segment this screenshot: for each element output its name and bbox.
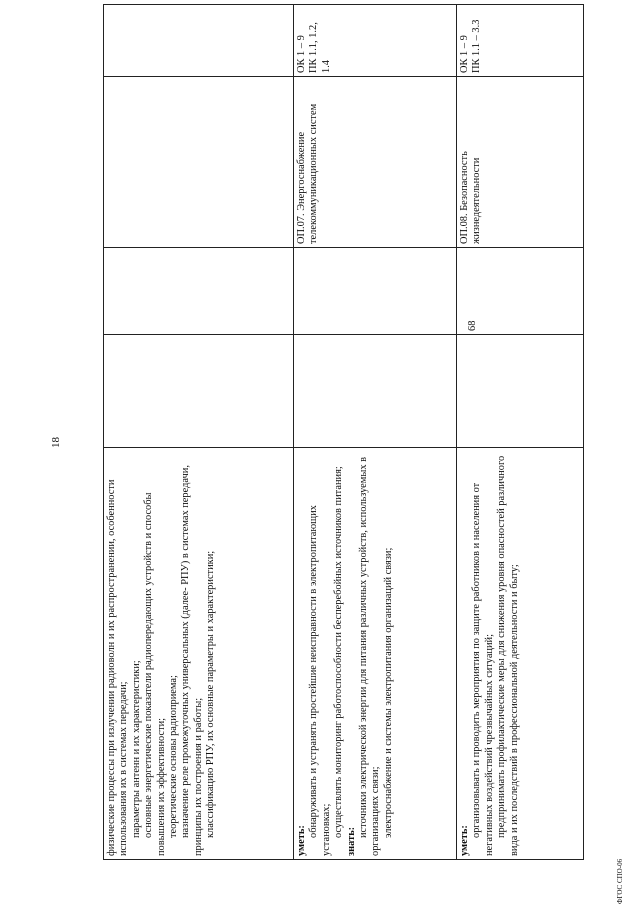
- content-cell: [457, 448, 584, 860]
- skill-item: предпринимать профилактические меры для снижения уровня опасностей различного вида и их последствий в профессиональной деятельности и быту;: [496, 455, 520, 856]
- ok-competencies: ОК 1 – 9: [296, 35, 307, 73]
- knowledge-item: теоретические основы радиоприема;: [168, 675, 180, 838]
- discipline-cell: [104, 77, 294, 248]
- knowledge-item: основные энергетические показатели радиопередающих устройств и способы повышения их эффективности;: [143, 492, 167, 856]
- table-row: [457, 5, 584, 860]
- discipline-cell: ОП.08. Безопасность жизнедеятельности: [457, 77, 584, 248]
- empty-cell: [104, 335, 294, 448]
- table-row: [294, 5, 457, 860]
- knowledge-item: параметры антенн и их характеристики;: [130, 660, 142, 838]
- knowledge-item: назначение реле промежуточных универсальных (далее- РПУ) в системах передачи, принципы их построения и работы;: [180, 465, 204, 856]
- empty-cell: [457, 335, 584, 448]
- pk-competencies: ПК 1.1, 1.2, 1.4: [308, 22, 332, 73]
- pk-competencies: ПК 1.1 – 3.3: [471, 19, 483, 73]
- competencies-cell: [294, 5, 457, 77]
- table-row: [104, 5, 294, 860]
- content-cell: [104, 448, 294, 860]
- knowledge-item: классификацию РПУ, их основные параметры и характеристики;: [205, 550, 217, 838]
- skills-header: уметь:: [296, 825, 307, 856]
- skill-item: обнаруживать и устранять простейшие неисправности в электропитающих установках;: [308, 505, 332, 856]
- discipline-cell: ОП.07. Энергоснабжение телекоммуникационных систем: [294, 77, 457, 248]
- knowledge-item: электроснабжение и системы электропитания организаций связи;: [382, 547, 394, 838]
- knowledge-item: физические процессы при излучении радиоволн и их распространении, особенности использования их в системах передачи;: [106, 479, 130, 856]
- content-cell: [294, 448, 457, 860]
- empty-cell: [294, 335, 457, 448]
- knowledge-header: знать:: [345, 826, 357, 856]
- curriculum-table: [103, 4, 584, 860]
- hours-cell: 68: [457, 248, 584, 335]
- hours-cell: [104, 248, 294, 335]
- knowledge-item: источники электрической энергии для питания различных устройств, используемых в организациях связи;: [358, 456, 382, 856]
- skill-item: осуществлять мониторинг работоспособности бесперебойных источников питания;: [333, 466, 345, 838]
- rotated-table-container: [103, 19, 583, 860]
- competencies-cell: [104, 5, 294, 77]
- skills-header: уметь:: [459, 825, 470, 856]
- page-number: 18: [50, 437, 62, 448]
- hours-cell: [294, 248, 457, 335]
- competencies-cell: [457, 5, 584, 77]
- ok-competencies: ОК 1 – 9: [459, 35, 470, 73]
- skill-item: организовывать и проводить мероприятия по защите работников и населения от негативных воздействий чрезвычайных ситуаций;: [471, 482, 495, 856]
- footer-code: ФГОС СПО-06: [616, 858, 624, 904]
